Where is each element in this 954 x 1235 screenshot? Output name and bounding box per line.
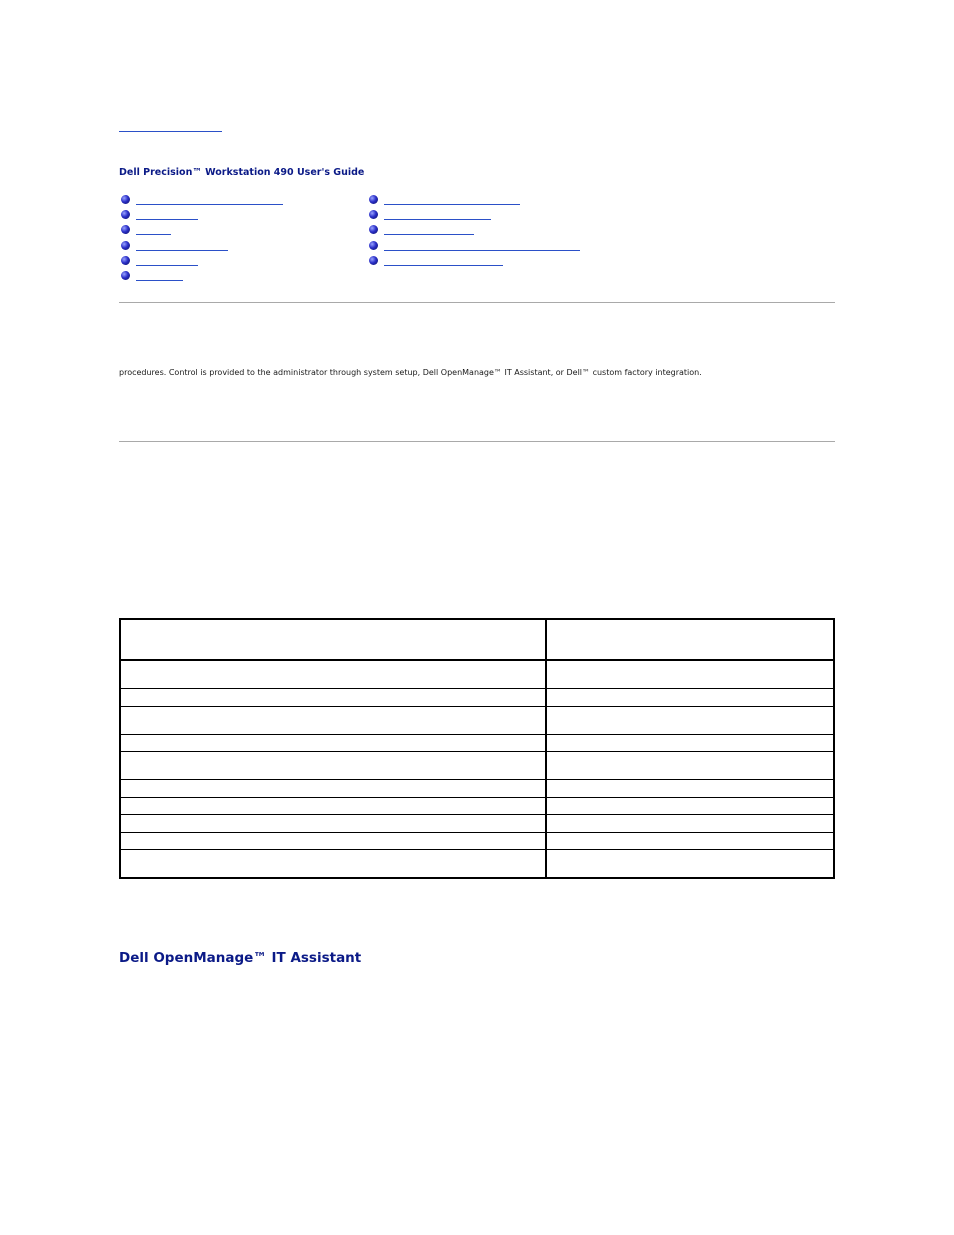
table-cell: [546, 814, 834, 832]
table-cell: [546, 706, 834, 734]
table-cell: [120, 688, 546, 706]
table-cell: [120, 779, 546, 797]
table-cell: [546, 660, 834, 688]
table-cell: [546, 797, 834, 814]
toc-link[interactable]: [384, 255, 503, 266]
toc-link[interactable]: [384, 209, 491, 220]
toc-link[interactable]: [136, 224, 171, 235]
toc-link[interactable]: [136, 255, 198, 266]
features-table: [119, 618, 835, 879]
table-cell: [120, 832, 546, 849]
table-row: [120, 832, 834, 849]
bullet-icon: [121, 210, 130, 219]
bullet-icon: [369, 225, 378, 234]
bullet-icon: [121, 256, 130, 265]
toc-link[interactable]: [384, 224, 474, 235]
bullet-icon: [369, 256, 378, 265]
toc-link[interactable]: [136, 240, 228, 251]
table-row: [120, 688, 834, 706]
toc-link[interactable]: [136, 270, 183, 281]
table-cell: [120, 849, 546, 878]
toc-link[interactable]: [136, 209, 198, 220]
bullet-icon: [121, 271, 130, 280]
table-cell: [546, 849, 834, 878]
bullet-icon: [121, 195, 130, 204]
table-header-cell: [120, 619, 546, 660]
table-header-cell: [546, 619, 834, 660]
guide-title: Dell Precision™ Workstation 490 User's Guide: [119, 167, 365, 178]
table-cell: [120, 660, 546, 688]
table-cell: [120, 751, 546, 779]
table-row: [120, 779, 834, 797]
table-cell: [546, 779, 834, 797]
table-header-row: [120, 619, 834, 660]
toc-link[interactable]: [384, 194, 520, 205]
table-row: [120, 849, 834, 878]
table-row: [120, 797, 834, 814]
table-cell: [120, 706, 546, 734]
toc-link[interactable]: [136, 194, 283, 205]
bullet-icon: [369, 210, 378, 219]
bullet-icon: [121, 241, 130, 250]
table-row: [120, 660, 834, 688]
table-cell: [120, 734, 546, 751]
bullet-icon: [369, 241, 378, 250]
table-cell: [546, 734, 834, 751]
table-cell: [546, 688, 834, 706]
bullet-icon: [369, 195, 378, 204]
table-cell: [546, 832, 834, 849]
table-cell: [120, 814, 546, 832]
table-cell: [120, 797, 546, 814]
back-to-contents-link[interactable]: [119, 120, 222, 132]
bullet-icon: [121, 225, 130, 234]
table-row: [120, 734, 834, 751]
intro-paragraph: procedures. Control is provided to the administrator through system setup, Dell OpenManage™ IT Assistant, or Dell™ custom factory integration.: [119, 368, 702, 377]
openmanage-heading: Dell OpenManage™ IT Assistant: [119, 950, 362, 966]
table-row: [120, 706, 834, 734]
table-cell: [546, 751, 834, 779]
table-row: [120, 814, 834, 832]
divider: [119, 441, 835, 442]
divider: [119, 302, 835, 303]
table-row: [120, 751, 834, 779]
toc-link[interactable]: [384, 240, 580, 251]
